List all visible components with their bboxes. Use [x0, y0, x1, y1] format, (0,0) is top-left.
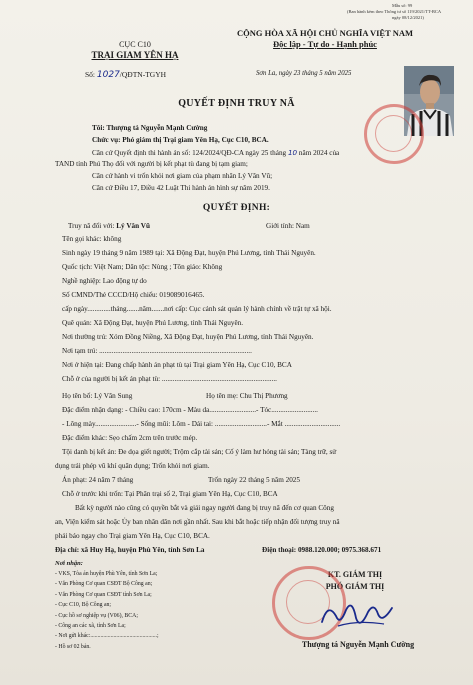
document-title: QUYẾT ĐỊNH TRUY NÃ [178, 98, 295, 109]
other-features: Đặc điểm khác: Sẹo chấm 2cm trên trước mép. [62, 434, 198, 442]
basis-law: Căn cứ Điều 17, Điều 42 Luật Thi hành án hình sự năm 2019. [92, 184, 270, 192]
notice-line-3: phải báo ngay cho Trại giam Yên Hạ, Cục C10, BCA. [55, 532, 210, 540]
features-1: Đặc điểm nhận dạng: - Chiều cao: 170cm - Màu da..........................- Tóc.......................... [62, 406, 318, 414]
wanted-person: Truy nã đối với: Lý Văn Vũ [68, 222, 150, 230]
republic-name: CỘNG HÒA XÃ HỘI CHỦ NGHĨA VIỆT NAM [236, 28, 414, 38]
recipients-list [55, 569, 159, 652]
mother-name: Họ tên mẹ: Chu Thị Phương [206, 392, 288, 400]
features-2: - Lông mày.......................- Sống mũi: Lõm - Dái tai: .............................- Mắt ............................... [62, 420, 341, 428]
form-circular-note: (Ban hành kèm theo Thông tư số 119/2021/TT-BCA [347, 9, 442, 14]
number-suffix: /QĐTN-TGYH [119, 70, 167, 79]
handwritten-signature [318, 596, 398, 632]
sign-position: PHÓ GIÁM THỊ [325, 582, 385, 591]
basis-escape: Căn cứ hành vi trốn khỏi nơi giam của phạm nhân Lý Văn Vũ; [92, 172, 273, 180]
id-number: Số CMND/Thẻ CCCD/Hộ chiếu: 019089016465. [62, 291, 205, 299]
wanted-name: Lý Văn Vũ [116, 222, 150, 230]
form-circular-date: ngày 08/12/2021) [392, 15, 424, 20]
national-motto: Độc lập - Tự do - Hạnh phúc [273, 39, 377, 49]
number-handwritten: 1027 [96, 70, 120, 80]
recipient-item: - Nơi gửi khác:..............................................; [55, 633, 159, 640]
permanent-address: Nơi thường trú: Xóm Đồng Niềng, Xã Động Đạt, huyện Phú Lương, tỉnh Thái Nguyên. [62, 333, 314, 341]
sentence: Án phạt: 24 năm 7 tháng [62, 476, 134, 484]
issuer-position: Chức vụ: Phó giám thị Trại giam Yên Hạ, Cục C10, BCA. [92, 136, 269, 144]
recipient-item: - Cục hồ sơ nghiệp vụ (V06), BCA; [55, 612, 138, 619]
signer-name: Thượng tá Nguyễn Mạnh Cường [301, 640, 415, 649]
recipients-heading: Nơi nhận: [55, 560, 83, 567]
birth-info: Sinh ngày 19 tháng 9 năm 1989 tại: Xã Động Đạt, huyện Phú Lương, tỉnh Thái Nguyên. [62, 249, 316, 257]
crimes-line-2: dụng trái phép vũ khí quân dụng; Trốn khỏi nơi giam. [55, 462, 210, 470]
recipient-item: - Văn Phòng Cơ quan CSĐT tỉnh Sơn La; [55, 591, 152, 598]
contact-phone: Điện thoại: 0988.120.000; 0975.368.671 [262, 546, 382, 554]
decision-number [85, 70, 166, 80]
official-stamp-top [364, 104, 424, 164]
recipient-item: - VKS, Tòa án huyện Phù Yên, tỉnh Sơn La; [55, 571, 158, 577]
id-issue: cấp ngày.............tháng.......năm.......nơi cấp: Cục cảnh sát quản lý hành chính về trật tự xã hội. [62, 305, 332, 313]
crimes-line-1: Tội danh bị kết án: Đe dọa giết người; Trộm cắp tài sản; Cố ý làm hư hỏng tài sản; Tàng trữ, sử [62, 448, 337, 456]
escape-date: Trốn ngày 22 tháng 5 năm 2025 [208, 476, 300, 484]
number-prefix: Số: [85, 70, 96, 79]
prison-name: TRẠI GIAM YÊN HẠ [91, 50, 179, 60]
recipient-item: - Văn Phòng Cơ quan CSĐT Bộ Công an; [55, 581, 153, 588]
current-residence: Nơi ở hiện tại: Đang chấp hành án phạt tù tại Trại giam Yên Hạ, Cục C10, BCA [62, 361, 292, 369]
month-handwritten: 10 [287, 148, 298, 157]
nationality: Quốc tịch: Việt Nam; Dân tộc: Nùng ; Tôn giáo: Không [62, 263, 223, 271]
form-number: Mẫu số: 99 [392, 3, 413, 8]
sign-authority: KT. GIÁM THỊ [327, 570, 383, 579]
decision-heading: QUYẾT ĐỊNH: [202, 203, 271, 213]
occupation: Nghề nghiệp: Lao động tự do [62, 277, 147, 285]
temporary-address: Nơi tạm trú: ..................................................................................... [62, 347, 252, 355]
notice-line-2: an, Viện kiểm sát hoặc Ủy ban nhân dân nơi gần nhất. Sau khi bắt hoặc tiếp nhận đối tượng truy nã [55, 518, 340, 526]
prior-residence: Chỗ ở trước khi trốn: Tại Phân trại số 2, Trại giam Yên Hạ, Cục C10, BCA [62, 490, 278, 498]
alias: Tên gọi khác: không [62, 235, 122, 243]
father-name: Họ tên bố: Lý Văn Sung [62, 392, 133, 400]
recipient-item: - Công an các xã, tỉnh Sơn La; [55, 623, 126, 630]
recipient-item: - Cục C10, Bộ Công an; [55, 602, 112, 609]
contact-address: Địa chỉ: xã Huy Hạ, huyện Phù Yên, tỉnh Sơn La [55, 546, 205, 554]
gender: Giới tính: Nam [266, 222, 310, 230]
convict-residence: Chỗ ở của người bị kết án phạt tù: ................................................................ [62, 375, 277, 383]
issuer-name: Tôi: Thượng tá Nguyễn Mạnh Cường [92, 124, 208, 132]
agency-name: CỤC C10 [119, 40, 151, 49]
basis-judgment: Căn cứ Quyết định thi hành án số: 124/2024/QĐ-CA ngày 25 tháng 10 năm 2024 của [92, 148, 340, 157]
place-date: Sơn La, ngày 23 tháng 5 năm 2025 [256, 70, 352, 77]
basis-court: TAND tỉnh Phú Thọ đối với người bị kết phạt tù đang bị tạm giam; [55, 160, 248, 168]
hometown: Quê quán: Xã Động Đạt, huyện Phú Lương, tỉnh Thái Nguyên. [62, 319, 244, 327]
recipient-item: - Hồ sơ 02 bản. [55, 643, 91, 650]
notice-line-1: Bất kỳ người nào cũng có quyền bắt và giải ngay người đang bị truy nã đến cơ quan Công [75, 504, 334, 512]
